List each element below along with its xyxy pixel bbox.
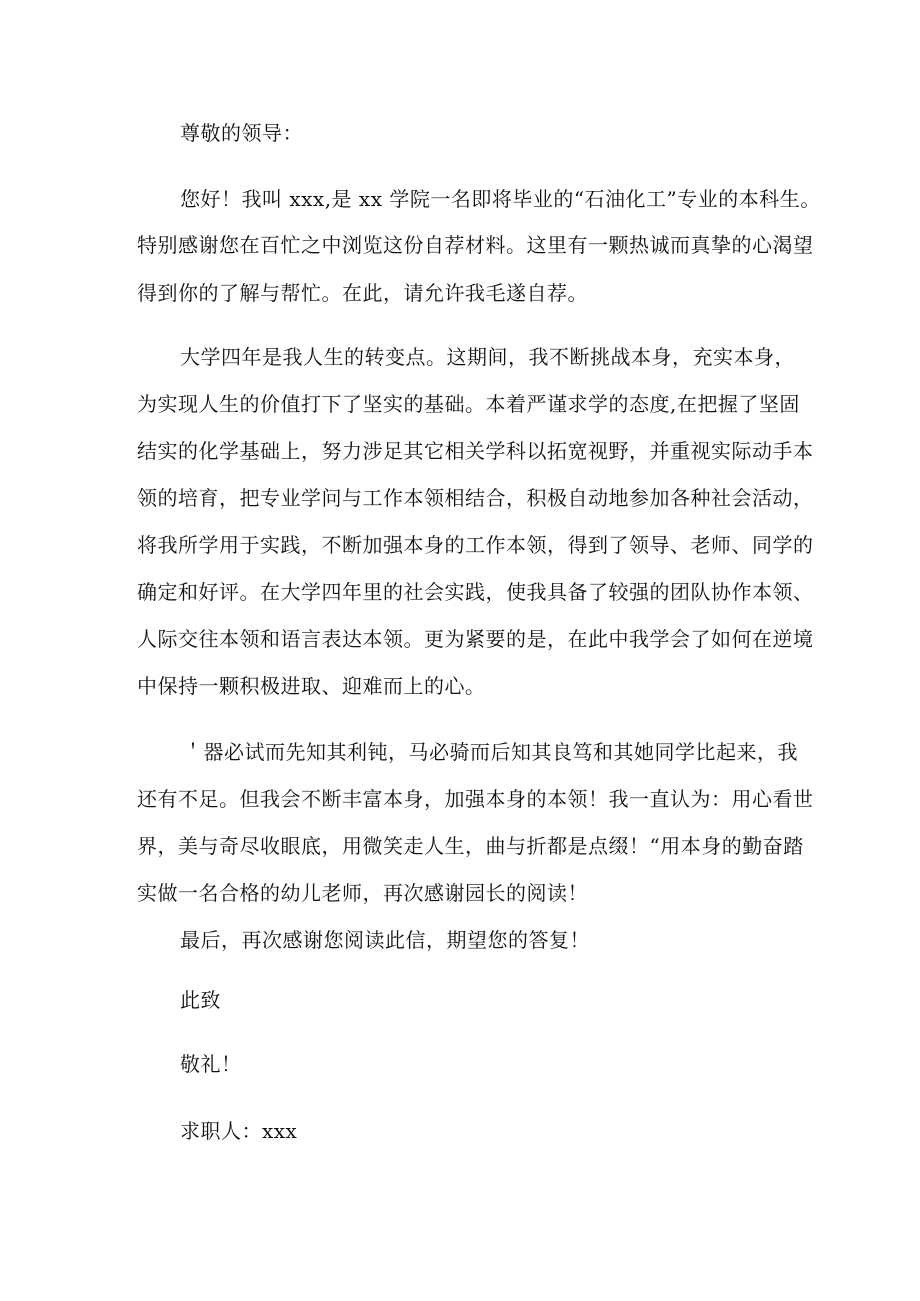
paragraph3-line-3: 界，美与奇尽收眼底，用微笑走人生，曲与折都是点缀！“用本身的勤奋踏 xyxy=(137,834,804,858)
paragraph2-line-3: 结实的化学基础上，努力涉足其它相关学科以拓宽视野，并重视实际动手本 xyxy=(137,439,814,463)
paragraph2-line-1: 大学四年是我人生的转变点。这期间，我不断挑战本身，充实本身， xyxy=(180,345,795,369)
paragraph1-line-3: 得到你的了解与帮忙。在此，请允许我毛遂自荐。 xyxy=(137,281,588,305)
paragraph2-line-6: 确定和好评。在大学四年里的社会实践，使我具备了较强的团队协作本领、 xyxy=(137,580,814,604)
paragraph2-line-8: 中保持一颗积极进取、迎难而上的心。 xyxy=(137,674,486,698)
paragraph1-line-2: 特别感谢您在百忙之中浏览这份自荐材料。这里有一颗热诚而真挚的心渴望 xyxy=(137,233,814,257)
paragraph3-line-1: ＇器必试而先知其利钝，马必骑而后知其良笃和其她同学比起来，我 xyxy=(183,740,798,764)
closing-jing-li: 敬礼！ xyxy=(180,1052,242,1076)
paragraph2-line-5: 将我所学用于实践，不断加强本身的工作本领，得到了领导、老师、同学的 xyxy=(137,533,814,557)
paragraph1-line-1: 您好！我叫 xxx,是 xx 学院一名即将毕业的“石油化工”专业的本科生。 xyxy=(180,187,821,211)
paragraph2-line-2: 为实现人生的价值打下了坚实的基础。本着严谨求学的态度,在把握了坚固 xyxy=(137,392,800,416)
paragraph3-line-4: 实做一名合格的幼儿老师，再次感谢园长的阅读！ xyxy=(137,881,588,905)
signature: 求职人：xxx xyxy=(180,1119,298,1143)
closing-ci-zhi: 此致 xyxy=(180,988,221,1012)
paragraph3-line-2: 还有不足。但我会不断丰富本身，加强本身的本领！我一直认为：用心看世 xyxy=(137,787,814,811)
paragraph2-line-4: 领的培育，把专业学问与工作本领相结合，积极自动地参加各种社会活动， xyxy=(137,486,814,510)
closing-thanks: 最后，再次感谢您阅读此信，期望您的答复！ xyxy=(180,928,590,952)
salutation: 尊敬的领导： xyxy=(180,121,303,145)
paragraph2-line-7: 人际交往本领和语言表达本领。更为紧要的是，在此中我学会了如何在逆境 xyxy=(137,627,814,651)
